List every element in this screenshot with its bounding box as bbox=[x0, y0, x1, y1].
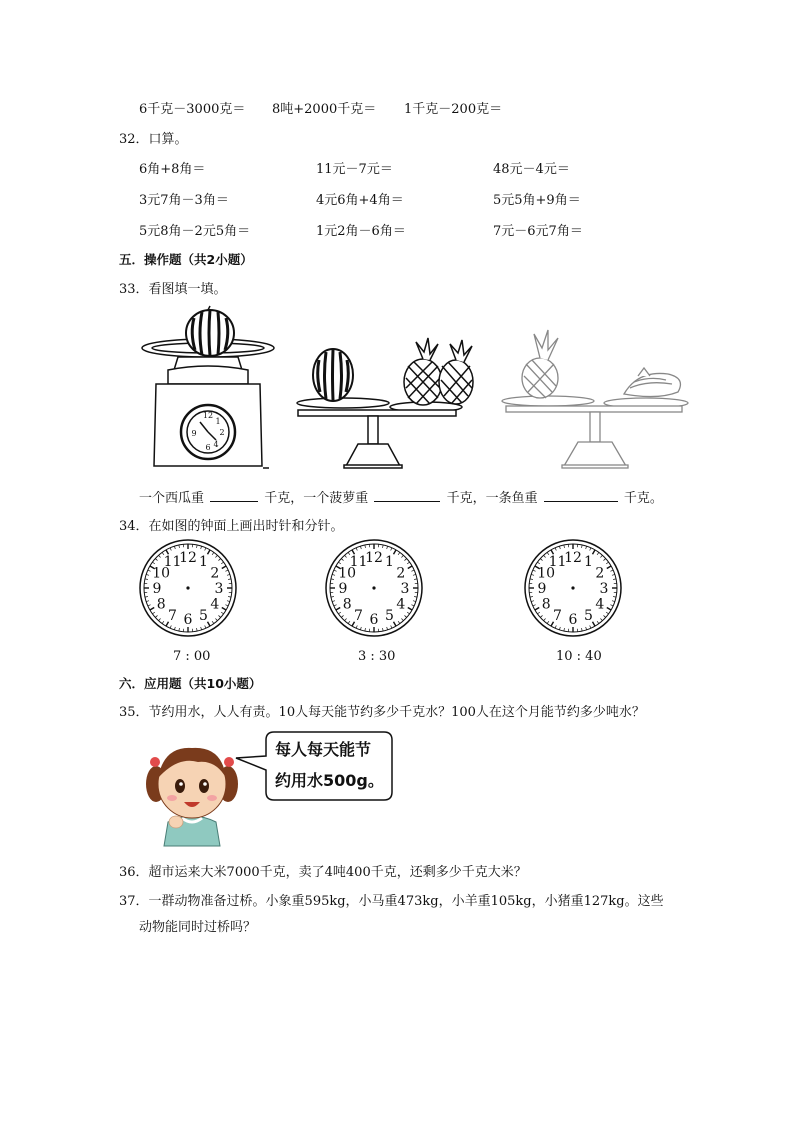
clock-number: 5 bbox=[584, 607, 593, 624]
clock-number: 6 bbox=[568, 612, 578, 628]
q33-title: 33．看图填一填。 bbox=[119, 282, 227, 297]
clock-number: 3 bbox=[214, 581, 224, 597]
watermelon-icon bbox=[186, 306, 234, 356]
clock-center bbox=[372, 586, 375, 589]
clock-number: 2 bbox=[210, 565, 220, 582]
clock-face[interactable] bbox=[525, 540, 621, 636]
top-calc-1: 6千克－3000克＝ bbox=[139, 102, 246, 117]
clock-number: 10 bbox=[537, 565, 556, 582]
q35-illustration bbox=[138, 726, 408, 850]
clock-number: 9 bbox=[537, 581, 547, 597]
speech-bubble bbox=[236, 732, 392, 800]
balance-pineapple-fish bbox=[502, 396, 688, 468]
weighing-illustration bbox=[138, 300, 698, 478]
clock-number: 8 bbox=[541, 596, 551, 613]
clock-center bbox=[186, 586, 189, 589]
bubble-line-1: 每人每天能节 bbox=[275, 740, 372, 759]
clock-number: 4 bbox=[396, 596, 406, 613]
clock-number: 1 bbox=[385, 554, 394, 571]
clock-number: 8 bbox=[342, 596, 352, 613]
clock-number: 9 bbox=[338, 581, 348, 597]
q33-text-1: 一个西瓜重 bbox=[139, 491, 205, 506]
balance-watermelon-pineapple bbox=[297, 398, 462, 468]
q32-item: 1元2角－6角＝ bbox=[316, 224, 406, 239]
section-heading: 五．操作题（共2小题） bbox=[119, 252, 253, 267]
clock-number: 10 bbox=[338, 565, 357, 582]
top-calc-2: 8吨+2000千克＝ bbox=[272, 102, 377, 117]
pineapple-icon bbox=[404, 338, 473, 405]
q32-item: 11元－7元＝ bbox=[316, 162, 393, 177]
clock-faces bbox=[0, 530, 794, 640]
q33-fill bbox=[139, 487, 663, 506]
clock-number: 7 bbox=[354, 607, 363, 624]
clock-number: 12 bbox=[179, 550, 197, 566]
clock-center bbox=[571, 586, 574, 589]
clock-number: 7 bbox=[168, 607, 177, 624]
pineapple-icon bbox=[522, 330, 558, 398]
watermelon-icon bbox=[313, 349, 353, 401]
clock-number: 9 bbox=[152, 581, 162, 597]
q33-text-3: 千克，一条鱼重 bbox=[446, 491, 538, 506]
clock-number: 5 bbox=[199, 607, 208, 624]
svg-text:2: 2 bbox=[219, 428, 225, 437]
clock-number: 3 bbox=[599, 581, 609, 597]
fish-weight-blank[interactable] bbox=[544, 489, 618, 502]
svg-text:4: 4 bbox=[213, 440, 219, 449]
clock-number: 11 bbox=[349, 554, 368, 571]
q37-line-1: 37．一群动物准备过桥。小象重595kg，小马重473kg，小羊重105kg，小猪重127kg。这些 bbox=[119, 894, 664, 909]
clock-number: 1 bbox=[584, 554, 593, 571]
clock-face[interactable] bbox=[326, 540, 422, 636]
q34-title: 34．在如图的钟面上画出时针和分针。 bbox=[119, 519, 344, 534]
clock-number: 5 bbox=[385, 607, 394, 624]
section-heading: 六．应用题（共10小题） bbox=[119, 676, 262, 691]
clock-number: 2 bbox=[595, 565, 605, 582]
q33-text-2: 千克，一个菠萝重 bbox=[264, 491, 369, 506]
clock-face[interactable] bbox=[140, 540, 236, 636]
clock-number: 7 bbox=[553, 607, 562, 624]
svg-text:12: 12 bbox=[202, 411, 214, 420]
q32-item: 5元8角－2元5角＝ bbox=[139, 224, 251, 239]
clock-number: 4 bbox=[595, 596, 605, 613]
clock-number: 1 bbox=[199, 554, 208, 571]
clock-number: 11 bbox=[548, 554, 567, 571]
clock-number: 8 bbox=[156, 596, 166, 613]
q32-title: 32．口算。 bbox=[119, 132, 188, 147]
girl-icon bbox=[146, 748, 238, 846]
q32-item: 5元5角+9角＝ bbox=[493, 193, 581, 208]
q32-item: 3元7角－3角＝ bbox=[139, 193, 229, 208]
watermelon-weight-blank[interactable] bbox=[210, 489, 258, 502]
q36-text: 36．超市运来大米7000千克，卖了4吨400千克，还剩多少千克大米？ bbox=[119, 865, 527, 880]
clock-number: 11 bbox=[163, 554, 182, 571]
pineapple-weight-blank[interactable] bbox=[374, 489, 440, 502]
q33-text-4: 千克。 bbox=[623, 491, 663, 506]
svg-text:9: 9 bbox=[191, 429, 197, 438]
fish-icon bbox=[624, 368, 680, 397]
clock-number: 12 bbox=[564, 550, 582, 566]
clock-number: 4 bbox=[210, 596, 220, 613]
clock-number: 6 bbox=[183, 612, 193, 628]
q32-item: 48元－4元＝ bbox=[493, 162, 570, 177]
bubble-line-2: 约用水500g。 bbox=[275, 771, 384, 790]
clock-caption: 10 : 40 bbox=[556, 649, 602, 664]
q32-item: 6角+8角＝ bbox=[139, 162, 206, 177]
q32-item: 4元6角+4角＝ bbox=[316, 193, 404, 208]
svg-text:6: 6 bbox=[205, 443, 211, 452]
clock-number: 6 bbox=[369, 612, 379, 628]
svg-text:1: 1 bbox=[215, 417, 221, 426]
clock-number: 2 bbox=[396, 565, 406, 582]
q32-item: 7元－6元7角＝ bbox=[493, 224, 583, 239]
clock-caption: 3 : 30 bbox=[358, 649, 396, 664]
q37-line-2: 动物能同时过桥吗？ bbox=[139, 920, 257, 935]
clock-number: 10 bbox=[152, 565, 171, 582]
clock-number: 12 bbox=[365, 550, 383, 566]
clock-number: 3 bbox=[400, 581, 410, 597]
q35-title: 35．节约用水，人人有责。10人每天能节约多少千克水？100人在这个月能节约多少吨水？ bbox=[119, 705, 645, 720]
clock-caption: 7 : 00 bbox=[173, 649, 211, 664]
top-calc-3: 1千克－200克＝ bbox=[404, 102, 503, 117]
